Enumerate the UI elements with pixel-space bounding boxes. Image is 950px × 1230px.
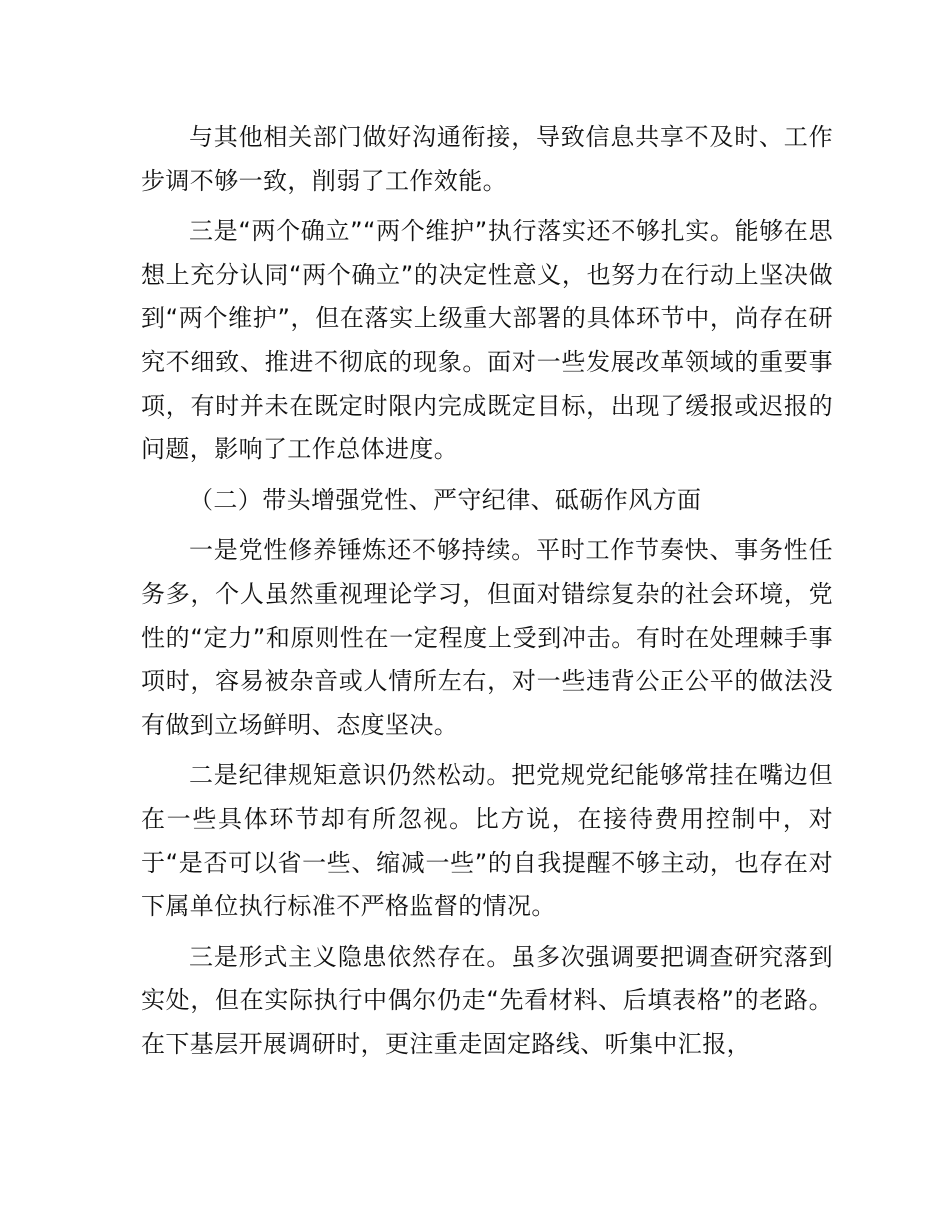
paragraph-continuation: 与其他相关部门做好沟通衔接，导致信息共享不及时、工作步调不够一致，削弱了工作效能。	[141, 123, 833, 195]
paragraph-point-one-party-spirit: 一是党性修养锤炼还不够持续。平时工作节奏快、事务性任务多，个人虽然重视理论学习，但面对错综复杂的社会环境，党性的“定力”和原则性在一定程度上受到冲击。有时在处理棘手事项时，容易被杂音或人情所左右，对一些违背公正公平的做法没有做到立场鲜明、态度坚决。	[141, 536, 833, 739]
paragraph-point-three-formalism: 三是形式主义隐患依然存在。虽多次强调要把调查研究落到实处，但在实际执行中偶尔仍走“先看材料、后填表格”的老路。在下基层开展调研时，更注重走固定路线、听集中汇报，	[141, 942, 833, 1058]
paragraph-point-two-discipline: 二是纪律规矩意识仍然松动。把党规党纪能够常挂在嘴边但在一些具体环节却有所忽视。比方说，在接待费用控制中，对于“是否可以省一些、缩减一些”的自我提醒不够主动，也存在对下属单位执行标准不严格监督的情况。	[141, 761, 833, 921]
document-body	[141, 116, 833, 1073]
section-heading-two: （二）带头增强党性、严守纪律、砥砺作风方面	[189, 485, 702, 514]
paragraph-point-three-two-establishments: 三是“两个确立”“两个维护”执行落实还不够扎实。能够在思想上充分认同“两个确立”的决定性意义，也努力在行动上坚决做到“两个维护”，但在落实上级重大部署的具体环节中，尚存在研究不细致、推进不彻底的现象。面对一些发展改革领域的重要事项，有时并未在既定时限内完成既定目标，出现了缓报或迟报的问题，影响了工作总体进度。	[141, 217, 833, 464]
